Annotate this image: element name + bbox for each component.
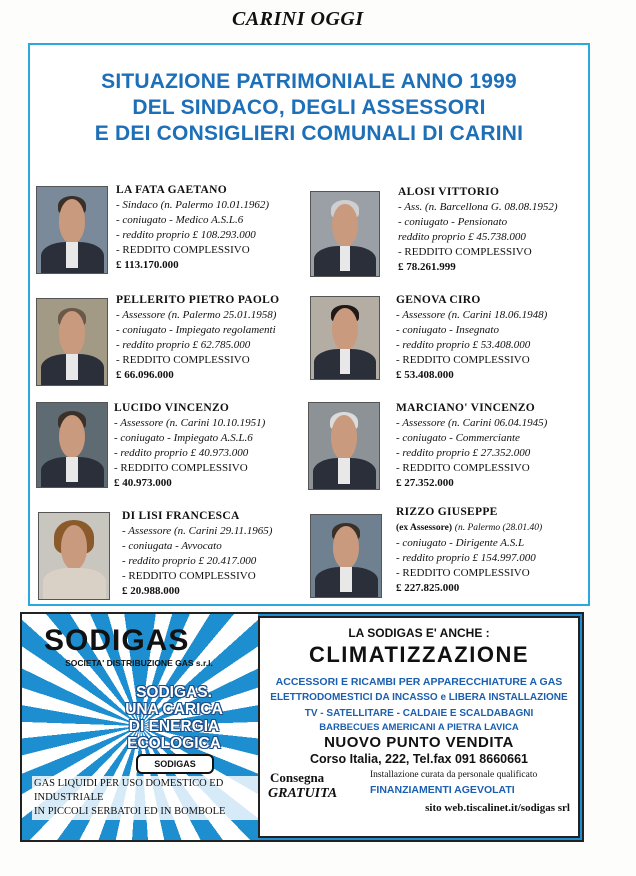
panel-gratuita: GRATUITA: [268, 786, 338, 801]
ex-birth: (n. Palermo (28.01.40): [454, 523, 543, 533]
person-di-lisi: DI LISI FRANCESCA - Assessore (n. Carini 29.11.1965) - coniugata - Avvocato - reddito proprio £ 20.417.000 - REDDITO COMPLESSIVO £ 20.988.000: [122, 510, 273, 597]
title-line-1: SITUAZIONE PATRIMONIALE ANNO 1999: [101, 70, 517, 93]
panel-line-accessori: ACCESSORI E RICAMBI PER APPARECCHIATURE A GAS: [275, 676, 563, 688]
photo-di-lisi: [38, 512, 110, 600]
title-line-3: E DEI CONSIGLIERI COMUNALI DI CARINI: [94, 122, 524, 145]
person-rizzo: RIZZO GIUSEPPE (ex Assessore) (n. Palermo (28.01.40) - coniugato - Dirigente A.S.L - reddito proprio £ 154.997.000 - REDDITO COMPLESSIVO £ 227.825.000: [396, 506, 543, 594]
panel-intro: LA SODIGAS E' ANCHE :: [348, 626, 490, 640]
person-lucido: LUCIDO VINCENZO - Assessore (n. Carini 10.10.1951) - coniugato - Impiegato A.S.L.6 - reddito proprio £ 40.973.000 - REDDITO COMPLESSIVO £ 40.973.000: [114, 402, 266, 489]
panel-installazione: Installazione curata da personale qualificato: [370, 770, 538, 780]
sodigas-badge: SODIGAS: [136, 754, 214, 774]
panel-line-tv: TV - SATELLITARE - CALDAIE E SCALDABAGNI: [304, 708, 534, 719]
panel-line-elettrodomestici: ELETTRODOMESTICI DA INCASSO e LIBERA INSTALLAZIONE: [270, 692, 568, 703]
person-alosi: ALOSI VITTORIO - Ass. (n. Barcellona G. 08.08.1952) - coniugato - Pensionato reddito proprio £ 45.738.000 - REDDITO COMPLESSIVO £ 78.261.999: [398, 186, 558, 273]
article-box: [28, 43, 590, 606]
gas-liquidi-text: GAS LIQUIDI PER USO DOMESTICO ED INDUSTRIALE IN PICCOLI SERBATOI ED IN BOMBOLE: [32, 776, 258, 820]
photo-pellerito: [36, 298, 108, 386]
panel-line-barbecues: BARBECUES AMERICANI A PIETRA LAVICA: [319, 722, 519, 733]
panel-address: Corso Italia, 222, Tel.fax 091 8660661: [310, 752, 528, 766]
services-panel: [258, 616, 580, 838]
ex-label: (ex Assessore): [396, 523, 453, 533]
person-la-fata: LA FATA GAETANO - Sindaco (n. Palermo 10.01.1962) - coniugato - Medico A.S.L.6 - reddito proprio £ 108.293.000 - REDDITO COMPLESSIVO £ 113.170.000: [116, 184, 270, 271]
photo-alosi: [310, 191, 380, 277]
photo-lucido: [36, 402, 108, 488]
article-title: [30, 69, 588, 147]
sodigas-slogan: SODIGAS. UNA CARICA DI ENERGIA ECOLOGICA: [125, 684, 223, 752]
panel-headline: CLIMATIZZAZIONE: [308, 642, 530, 667]
sodigas-logo: SODIGAS: [44, 624, 190, 657]
photo-marciano: [308, 402, 380, 490]
photo-la-fata: [36, 186, 108, 274]
photo-genova: [310, 296, 380, 380]
panel-website: sito web.tiscalinet.it/sodigas srl: [425, 802, 570, 814]
sodigas-subtitle: SOCIETA' DISTRIBUZIONE GAS s.r.l.: [65, 658, 213, 668]
panel-consegna: Consegna: [270, 770, 325, 785]
panel-nuovo-punto-vendita: NUOVO PUNTO VENDITA: [324, 734, 514, 751]
person-pellerito: PELLERITO PIETRO PAOLO - Assessore (n. Palermo 25.01.1958) - coniugato - Impiegato regolamenti - reddito proprio £ 62.785.000 - REDDITO COMPLESSIVO £ 66.096.000: [116, 294, 280, 381]
masthead: CARINI OGGI: [232, 8, 364, 30]
sodigas-advertisement: [20, 612, 584, 842]
title-line-2: DEL SINDACO, DEGLI ASSESSORI: [132, 96, 486, 119]
panel-finanziamenti: FINANZIAMENTI AGEVOLATI: [370, 784, 515, 796]
person-genova: GENOVA CIRO - Assessore (n. Carini 18.06.1948) - coniugato - Insegnato - reddito proprio £ 53.408.000 - REDDITO COMPLESSIVO £ 53.408.000: [396, 294, 548, 381]
photo-rizzo: [310, 514, 382, 598]
person-marciano: MARCIANO' VINCENZO - Assessore (n. Carini 06.04.1945) - coniugato - Commerciante - reddito proprio £ 27.352.000 - REDDITO COMPLESSIVO £ 27.352.000: [396, 402, 548, 489]
